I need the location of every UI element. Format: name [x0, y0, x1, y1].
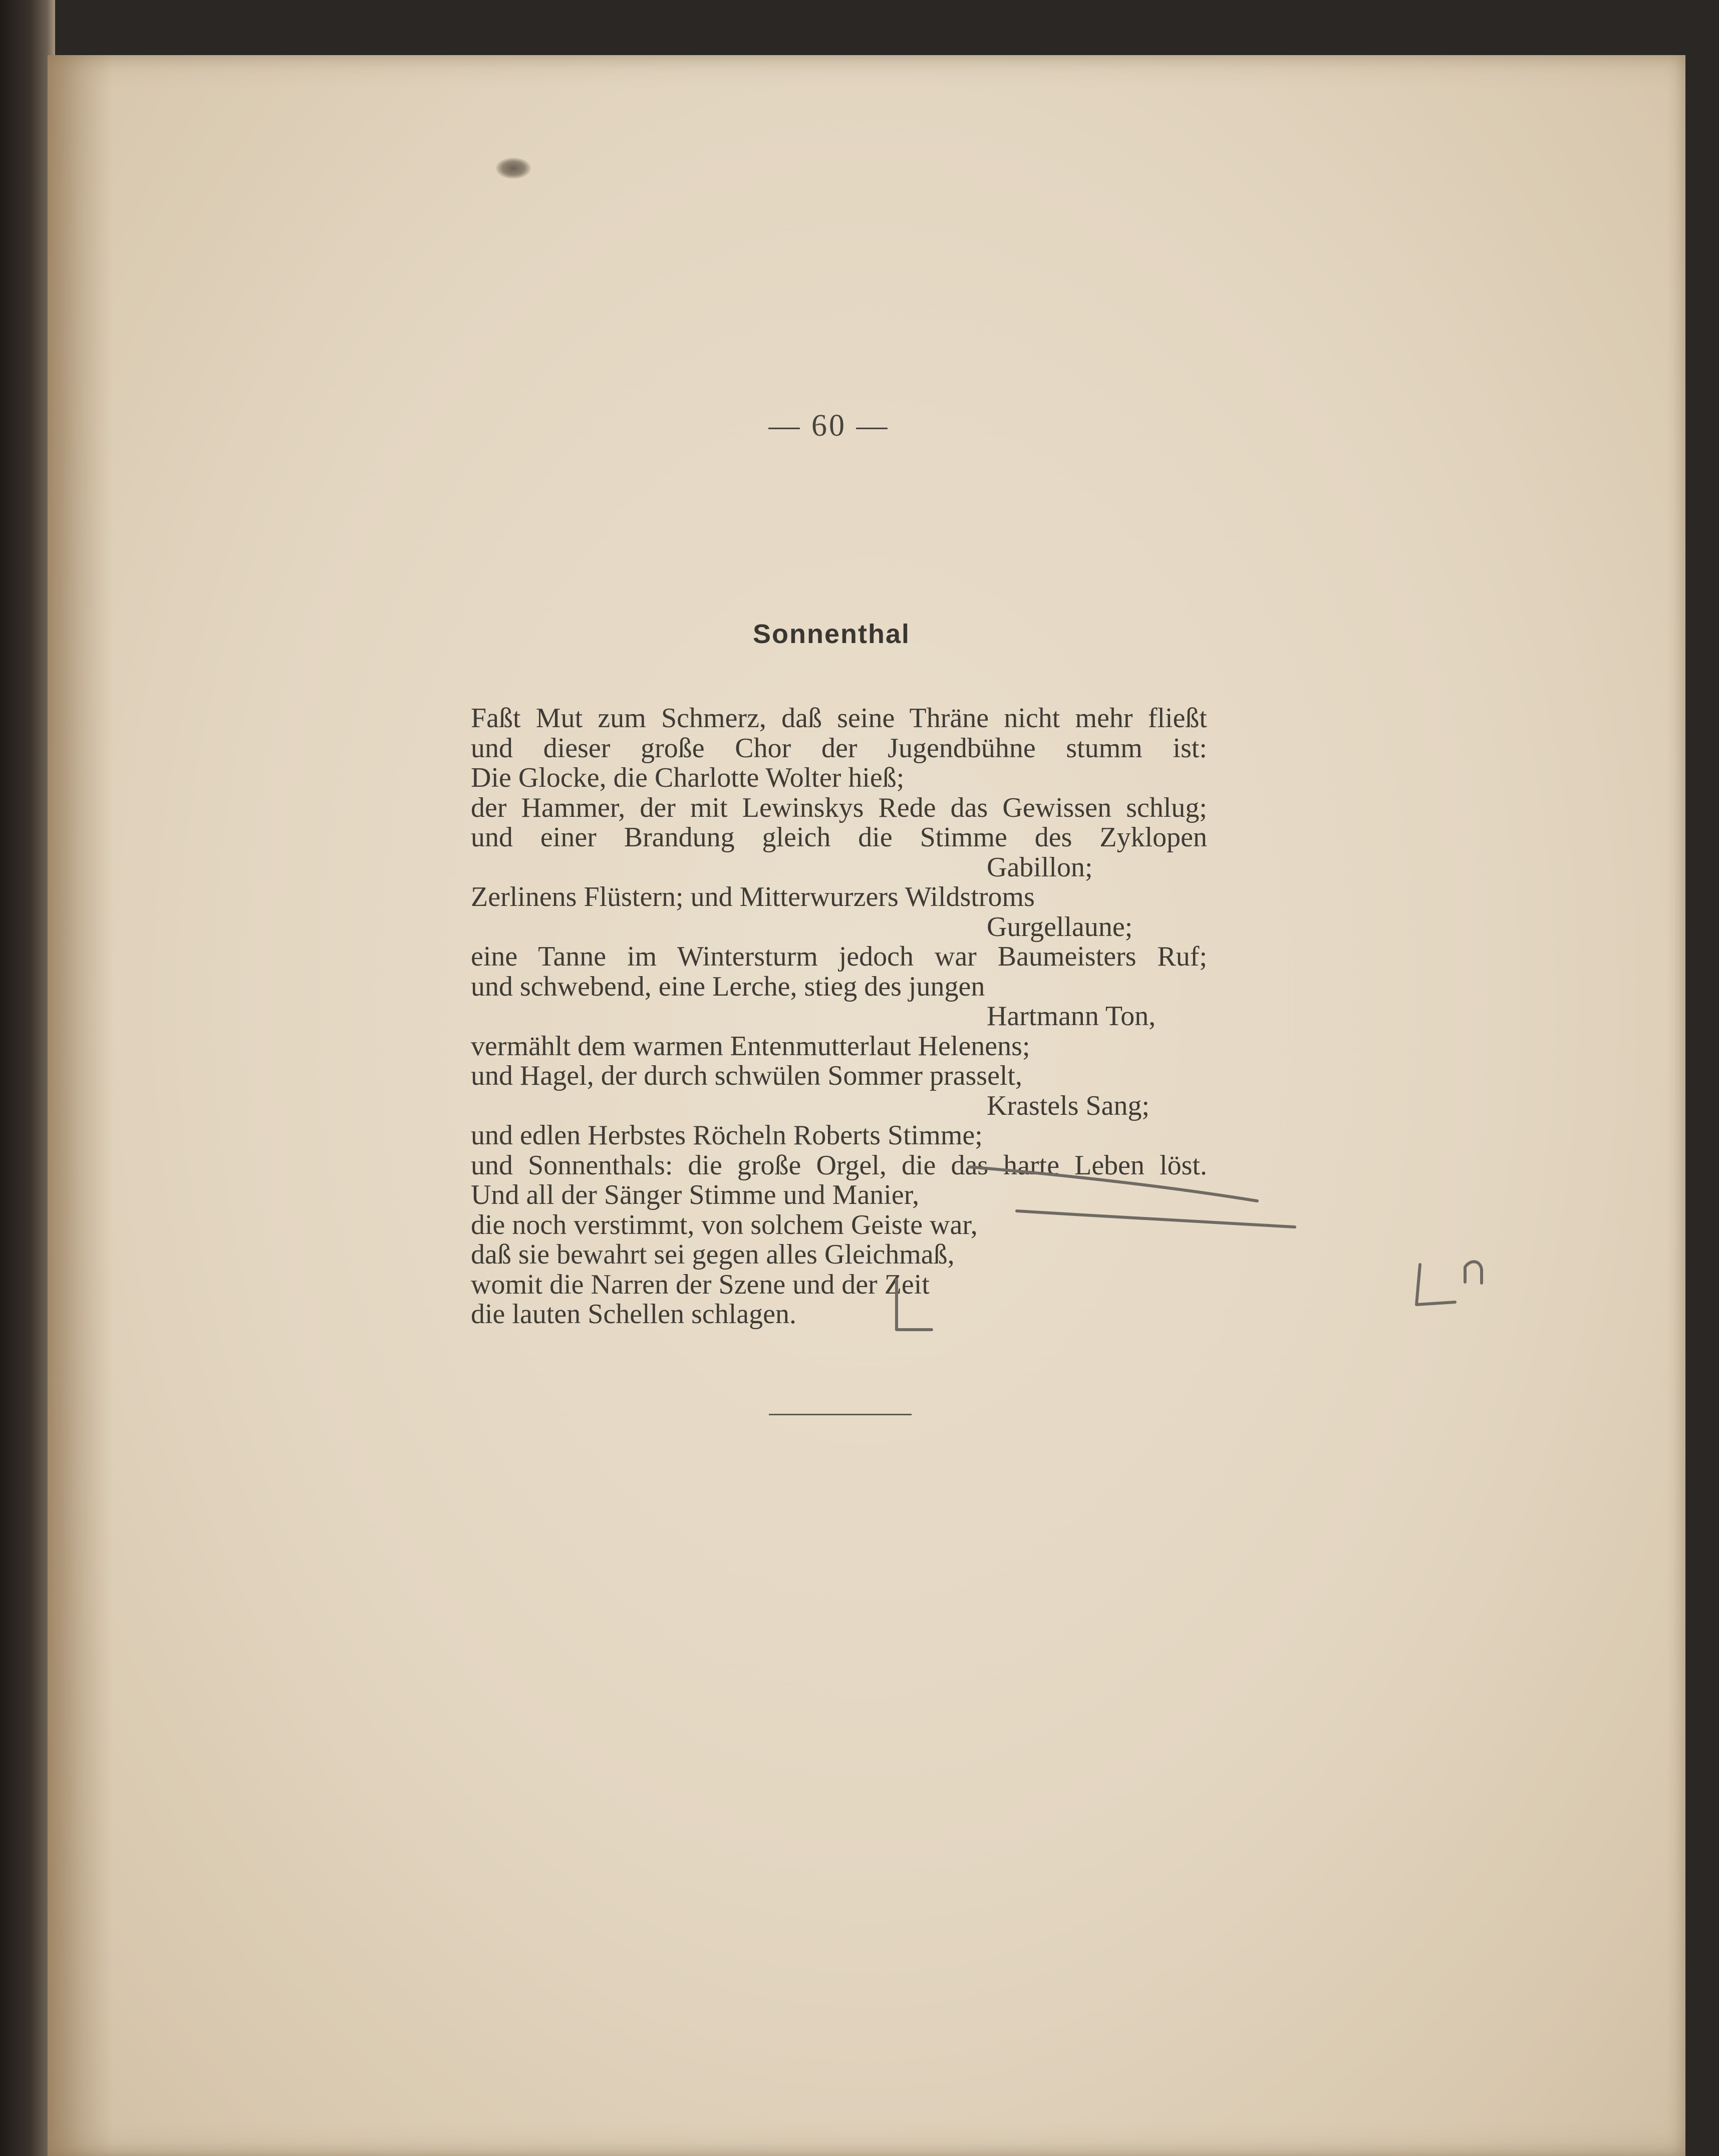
poem-line-continuation: Gurgellaune;	[987, 911, 1133, 943]
book-cover-edge	[0, 0, 55, 2156]
poem-line-continuation: Gabillon;	[987, 851, 1093, 883]
page-number: — 60 —	[768, 409, 890, 443]
poem-line: daß sie bewahrt sei gegen alles Gleichmaß,	[471, 1239, 955, 1270]
poem-line: der Hammer, der mit Lewinskys Rede das Gewissen schlug;	[471, 792, 1207, 823]
poem-line: Und all der Sänger Stimme und Manier,	[471, 1179, 920, 1210]
poem-line: die noch verstimmt, von solchem Geiste war,	[471, 1209, 978, 1241]
poem-line-continuation: Krastels Sang;	[987, 1090, 1150, 1121]
poem-line: Die Glocke, die Charlotte Wolter hieß;	[471, 762, 905, 793]
section-divider-rule	[769, 1414, 912, 1415]
poem-line: Zerlinens Flüstern; und Mitterwurzers Wildstroms	[471, 881, 1035, 912]
poem-line: eine Tanne im Wintersturm jedoch war Baumeisters Ruf;	[471, 941, 1207, 972]
poem-line: die lauten Schellen schlagen.	[471, 1299, 796, 1330]
poem-line: und Hagel, der durch schwülen Sommer prasselt,	[471, 1060, 1023, 1091]
poem-line: vermählt dem warmen Entenmutterlaut Helenens;	[471, 1030, 1030, 1062]
poem-title: Sonnenthal	[753, 619, 910, 649]
page-stain	[496, 158, 531, 179]
poem-line: und einer Brandung gleich die Stimme des Zyklopen	[471, 822, 1207, 853]
page-gutter-shadow	[48, 55, 113, 2156]
poem-line-continuation: Hartmann Ton,	[987, 1001, 1156, 1032]
poem-line: und schwebend, eine Lerche, stieg des jungen	[471, 971, 985, 1002]
poem-line: Faßt Mut zum Schmerz, daß seine Thräne nicht mehr fließt	[471, 703, 1207, 734]
poem-line: und dieser große Chor der Jugendbühne stumm ist:	[471, 732, 1207, 764]
poem-line: und Sonnenthals: die große Orgel, die das harte Leben löst.	[471, 1149, 1207, 1181]
poem-body	[471, 704, 1207, 1330]
poem-line: und edlen Herbstes Röcheln Roberts Stimme;	[471, 1120, 983, 1151]
poem-line: womit die Narren der Szene und der Zeit	[471, 1269, 930, 1300]
